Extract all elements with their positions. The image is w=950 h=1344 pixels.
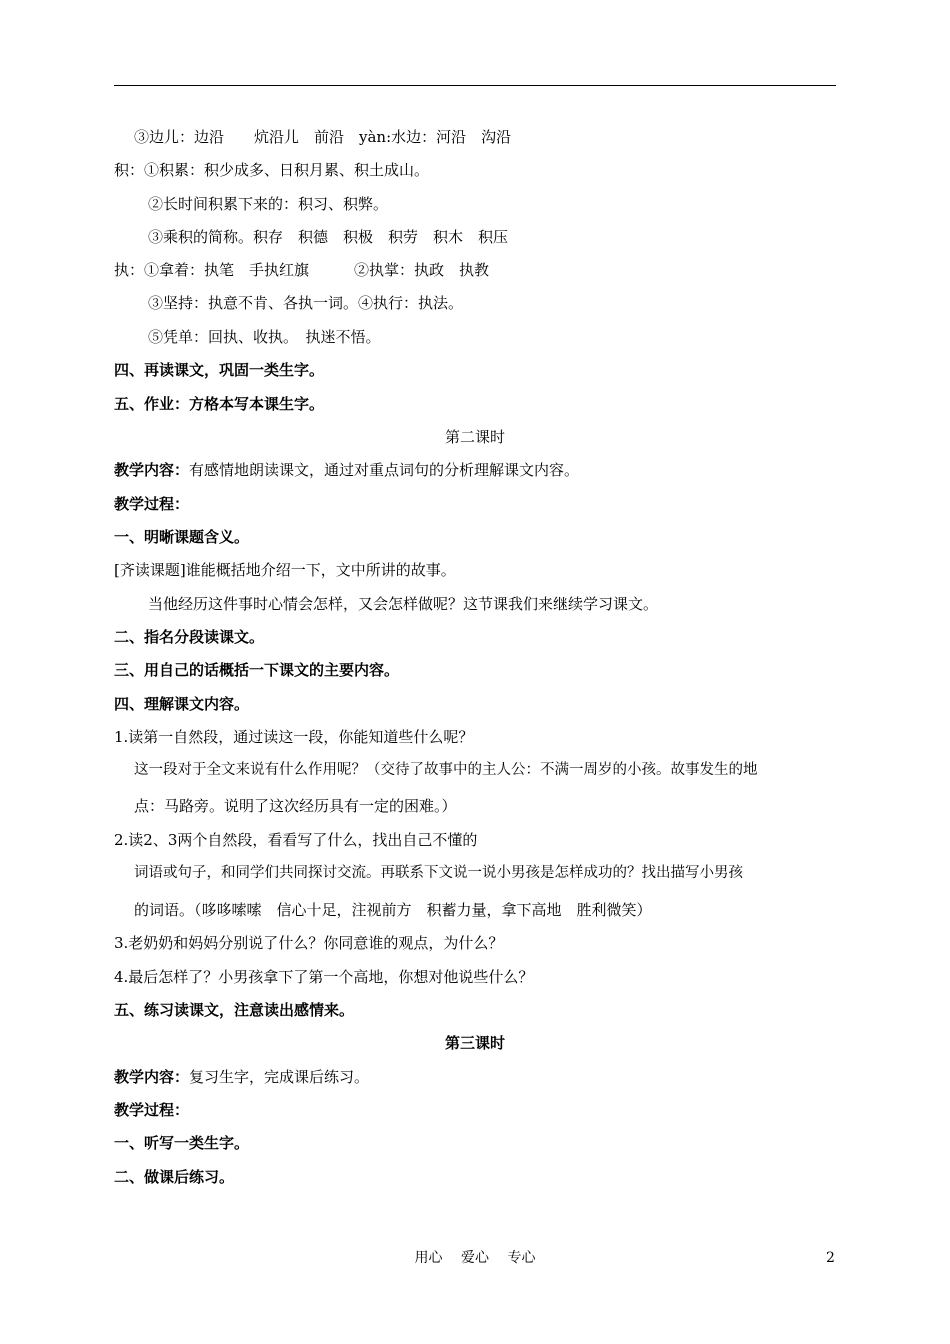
lesson-title: 第二课时 <box>444 428 505 446</box>
page-number: 2 <box>826 1250 835 1266</box>
process-label: 教学过程： <box>114 1101 190 1119</box>
text-line: ⑤凭单：回执、收执。 执迷不悟。 <box>148 328 381 346</box>
text-line: 1.读第一自然段，通过读这一段，你能知道些什么呢？ <box>114 728 474 746</box>
text-line: 点：马路旁。说明了这次经历具有一定的困难。） <box>134 797 457 815</box>
text-line: 这一段对于全文来说有什么作用呢？（交待了故事中的主人公：不满一周岁的小孩。故事发生的地 <box>134 762 758 778</box>
text-line: 4.最后怎样了？小男孩拿下了第一个高地，你想对他说些什么？ <box>114 968 534 986</box>
text-line: 当他经历这件事时心情会怎样，又会怎样做呢？这节课我们来继续学习课文。 <box>148 595 659 613</box>
content-text: 复习生字，完成课后练习。 <box>189 1068 370 1086</box>
section-heading: 三、用自己的话概括一下课文的主要内容。 <box>114 661 400 679</box>
header-rule <box>114 85 836 86</box>
section-heading: 四、再读课文，巩固一类生字。 <box>114 361 325 379</box>
text-line: 执：①拿着：执笔 手执红旗 ②执掌：执政 执教 <box>114 261 490 279</box>
content-line <box>114 460 579 480</box>
section-heading: 五、练习读课文，注意读出感情来。 <box>114 1001 355 1019</box>
content-label: 教学内容： <box>114 461 190 479</box>
process-label: 教学过程： <box>114 495 190 513</box>
text-line: 2.读2、3两个自然段，看看写了什么，找出自己不懂的 <box>114 831 478 849</box>
section-heading: 二、指名分段读课文。 <box>114 628 265 646</box>
content-line <box>114 1067 369 1087</box>
content-text: 有感情地朗读课文，通过对重点词句的分析理解课文内容。 <box>189 461 580 479</box>
text-line: ③边儿：边沿 炕沿儿 前沿 yàn:水边：河沿 沟沿 <box>134 128 512 146</box>
section-heading <box>114 1167 234 1187</box>
section-heading-text: 二、做课后练习。 <box>114 1168 235 1186</box>
lesson-title: 第三课时 <box>444 1034 505 1052</box>
content-label: 教学内容： <box>114 1068 190 1086</box>
text-line: ③坚持：执意不肯、各执一词。④执行：执法。 <box>148 294 464 312</box>
footer-motto: 用心 爱心 专心 <box>414 1250 536 1266</box>
section-heading: 一、明晰课题含义。 <box>114 528 250 546</box>
text-line: 的词语。（哆哆嗦嗦 信心十足，注视前方 积蓄力量，拿下高地 胜利微笑） <box>134 901 652 919</box>
section-heading: 一、听写一类生字。 <box>114 1134 250 1152</box>
section-heading: 四、理解课文内容。 <box>114 695 250 713</box>
text-line: [齐读课题]谁能概括地介绍一下，文中所讲的故事。 <box>114 561 456 579</box>
text-line: 积：①积累：积少成多、日积月累、积土成山。 <box>114 161 430 179</box>
section-heading: 五、作业：方格本写本课生字。 <box>114 395 325 413</box>
text-line: ③乘积的简称。积存 积德 积极 积劳 积木 积压 <box>148 228 509 246</box>
text-line: 词语或句子，和同学们共同探讨交流。再联系下文说一说小男孩是怎样成功的？找出描写小男孩 <box>134 865 743 881</box>
text-line: ②长时间积累下来的：积习、积弊。 <box>148 195 389 213</box>
text-line: 3.老奶奶和妈妈分别说了什么？你同意谁的观点，为什么？ <box>114 934 504 952</box>
